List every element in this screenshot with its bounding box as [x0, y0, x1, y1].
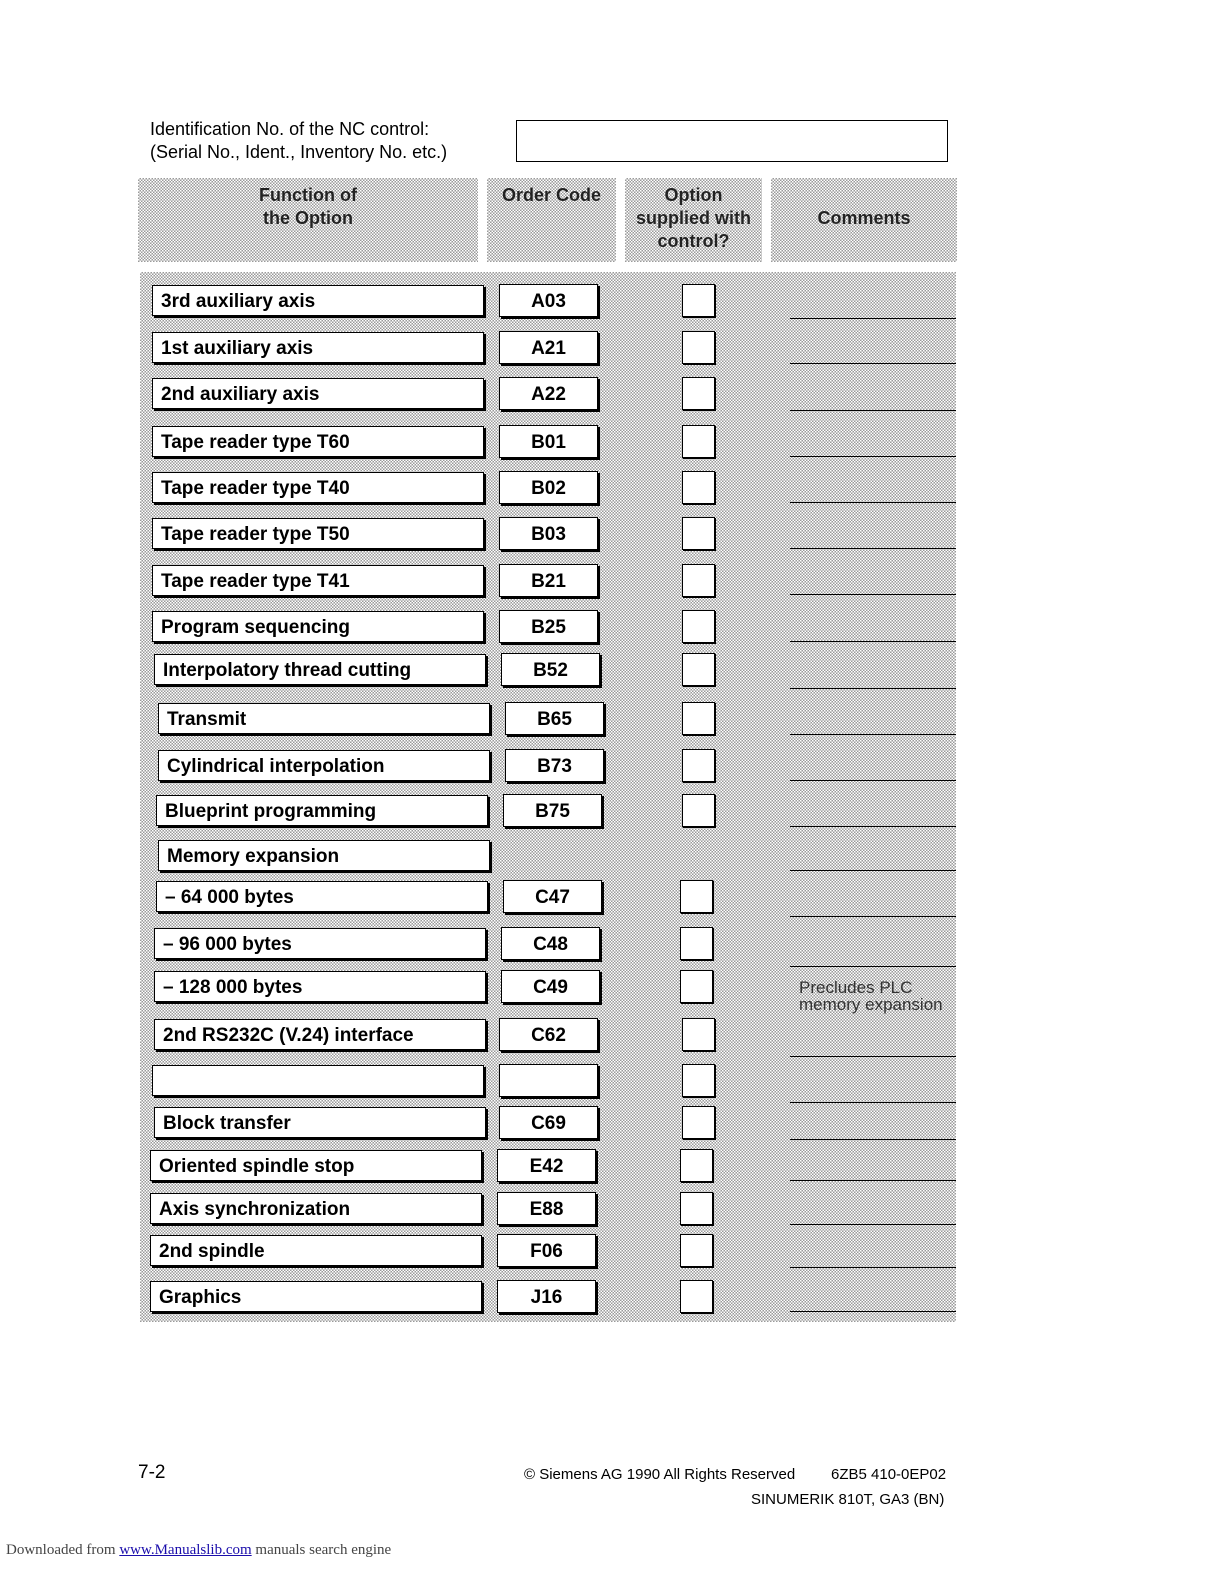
- function-cell: Graphics: [150, 1281, 482, 1312]
- header-function: [138, 178, 478, 262]
- option-supplied-checkbox[interactable]: [680, 927, 713, 960]
- comment-line2: memory expansion: [799, 995, 943, 1014]
- function-cell: 2nd spindle: [150, 1235, 482, 1266]
- comment-line[interactable]: [790, 870, 956, 871]
- copyright: © Siemens AG 1990 All Rights Reserved: [524, 1466, 796, 1483]
- comment-line[interactable]: [790, 1139, 956, 1140]
- order-code-cell: B02: [499, 471, 598, 504]
- order-code-cell: C49: [501, 970, 600, 1003]
- function-cell: – 96 000 bytes: [154, 928, 486, 959]
- header-comments: [771, 178, 957, 262]
- option-supplied-checkbox[interactable]: [680, 880, 713, 913]
- order-code-cell: [499, 1064, 598, 1097]
- order-code-cell: B65: [505, 702, 604, 735]
- option-supplied-checkbox[interactable]: [682, 471, 715, 504]
- page-number: 7-2: [138, 1462, 166, 1483]
- comment-line[interactable]: [790, 363, 956, 364]
- comment-line1: Precludes PLC: [799, 978, 913, 997]
- comment-line[interactable]: [790, 966, 956, 967]
- comment-line[interactable]: [790, 456, 956, 457]
- options-table: [140, 272, 956, 1322]
- function-cell: Oriented spindle stop: [150, 1150, 482, 1181]
- order-code-cell: C69: [499, 1106, 598, 1139]
- identification-number-field[interactable]: [516, 120, 948, 162]
- option-supplied-checkbox[interactable]: [682, 653, 715, 686]
- comment-line[interactable]: [790, 826, 956, 827]
- order-code-cell: E42: [497, 1149, 596, 1182]
- document-number: 6ZB5 410-0EP02: [831, 1466, 947, 1483]
- function-cell: Tape reader type T41: [152, 565, 484, 596]
- function-cell: – 64 000 bytes: [156, 881, 488, 912]
- download-notice: [6, 1542, 391, 1559]
- order-code-cell: A21: [499, 331, 598, 364]
- order-code-cell: B21: [499, 564, 598, 597]
- header-order-code-text: Order Code: [501, 185, 602, 205]
- comment-line[interactable]: [790, 318, 956, 319]
- order-code-cell: A22: [499, 377, 598, 410]
- order-code-cell: B25: [499, 610, 598, 643]
- option-supplied-checkbox[interactable]: [682, 794, 715, 827]
- comment-line[interactable]: [790, 780, 956, 781]
- option-supplied-checkbox[interactable]: [682, 517, 715, 550]
- identification-label: [150, 118, 447, 164]
- manualslib-link[interactable]: www.Manualslib.com: [119, 1542, 252, 1558]
- comment-line[interactable]: [790, 548, 956, 549]
- comment-line[interactable]: [790, 1180, 956, 1181]
- comment-line[interactable]: [790, 734, 956, 735]
- option-supplied-checkbox[interactable]: [682, 1018, 715, 1051]
- comment-line[interactable]: [790, 641, 956, 642]
- order-code-cell: C62: [499, 1018, 598, 1051]
- option-supplied-checkbox[interactable]: [682, 284, 715, 317]
- header-supplied-line1: Option: [664, 185, 723, 205]
- function-cell: Tape reader type T60: [152, 426, 484, 457]
- option-supplied-checkbox[interactable]: [682, 749, 715, 782]
- option-supplied-checkbox[interactable]: [682, 377, 715, 410]
- function-cell: Transmit: [158, 703, 490, 734]
- option-supplied-checkbox[interactable]: [680, 1234, 713, 1267]
- comment-line[interactable]: [790, 1056, 956, 1057]
- option-supplied-checkbox[interactable]: [680, 970, 713, 1003]
- order-code-cell: B01: [499, 425, 598, 458]
- order-code-cell: B52: [501, 653, 600, 686]
- order-code-cell: B73: [505, 749, 604, 782]
- product-name: SINUMERIK 810T, GA3 (BN): [751, 1491, 945, 1508]
- option-supplied-checkbox[interactable]: [680, 1280, 713, 1313]
- download-suffix: manuals search engine: [255, 1542, 392, 1558]
- function-cell: 1st auxiliary axis: [152, 332, 484, 363]
- function-cell: Tape reader type T50: [152, 518, 484, 549]
- option-supplied-checkbox[interactable]: [682, 1064, 715, 1097]
- function-cell: – 128 000 bytes: [154, 971, 486, 1002]
- function-cell: [152, 1065, 484, 1096]
- order-code-cell: C48: [501, 927, 600, 960]
- option-supplied-checkbox[interactable]: [682, 1106, 715, 1139]
- function-cell: 2nd auxiliary axis: [152, 378, 484, 409]
- comment-line[interactable]: [790, 1311, 956, 1312]
- header-function-line2: the Option: [263, 208, 353, 228]
- download-prefix: Downloaded from: [6, 1542, 116, 1558]
- comment-line[interactable]: [790, 1102, 956, 1103]
- comment-line[interactable]: [790, 1224, 956, 1225]
- option-supplied-checkbox[interactable]: [682, 331, 715, 364]
- function-cell: Cylindrical interpolation: [158, 750, 490, 781]
- identification-label-line2: (Serial No., Ident., Inventory No. etc.): [150, 142, 448, 162]
- order-code-cell: B75: [503, 794, 602, 827]
- order-code-cell: A03: [499, 284, 598, 317]
- function-cell: Blueprint programming: [156, 795, 488, 826]
- option-supplied-checkbox[interactable]: [682, 702, 715, 735]
- option-supplied-checkbox[interactable]: [682, 610, 715, 643]
- order-code-cell: C47: [503, 880, 602, 913]
- option-supplied-checkbox[interactable]: [682, 564, 715, 597]
- option-supplied-checkbox[interactable]: [682, 425, 715, 458]
- header-function-line1: Function of: [259, 185, 357, 205]
- function-cell: Memory expansion: [158, 840, 490, 871]
- function-cell: Program sequencing: [152, 611, 484, 642]
- header-supplied-line2: supplied with: [636, 208, 751, 228]
- function-cell: Tape reader type T40: [152, 472, 484, 503]
- option-supplied-checkbox[interactable]: [680, 1192, 713, 1225]
- comment-line[interactable]: [790, 1267, 956, 1268]
- comment-line[interactable]: [790, 594, 956, 595]
- option-supplied-checkbox[interactable]: [680, 1149, 713, 1182]
- function-cell: 2nd RS232C (V.24) interface: [154, 1019, 486, 1050]
- header-order-code: [487, 178, 616, 262]
- identification-label-line1: Identification No. of the NC control:: [150, 119, 430, 139]
- function-cell: Block transfer: [154, 1107, 486, 1138]
- comment-c49: [799, 979, 943, 1013]
- order-code-cell: J16: [497, 1280, 596, 1313]
- comment-line[interactable]: [790, 688, 956, 689]
- function-cell: 3rd auxiliary axis: [152, 285, 484, 316]
- order-code-cell: F06: [497, 1234, 596, 1267]
- header-supplied: [625, 178, 762, 262]
- header-comments-text: Comments: [817, 208, 911, 228]
- order-code-cell: E88: [497, 1192, 596, 1225]
- function-cell: Axis synchronization: [150, 1193, 482, 1224]
- order-code-cell: B03: [499, 517, 598, 550]
- comment-line[interactable]: [790, 916, 956, 917]
- comment-line[interactable]: [790, 410, 956, 411]
- function-cell: Interpolatory thread cutting: [154, 654, 486, 685]
- header-supplied-line3: control?: [657, 231, 730, 251]
- comment-line[interactable]: [790, 502, 956, 503]
